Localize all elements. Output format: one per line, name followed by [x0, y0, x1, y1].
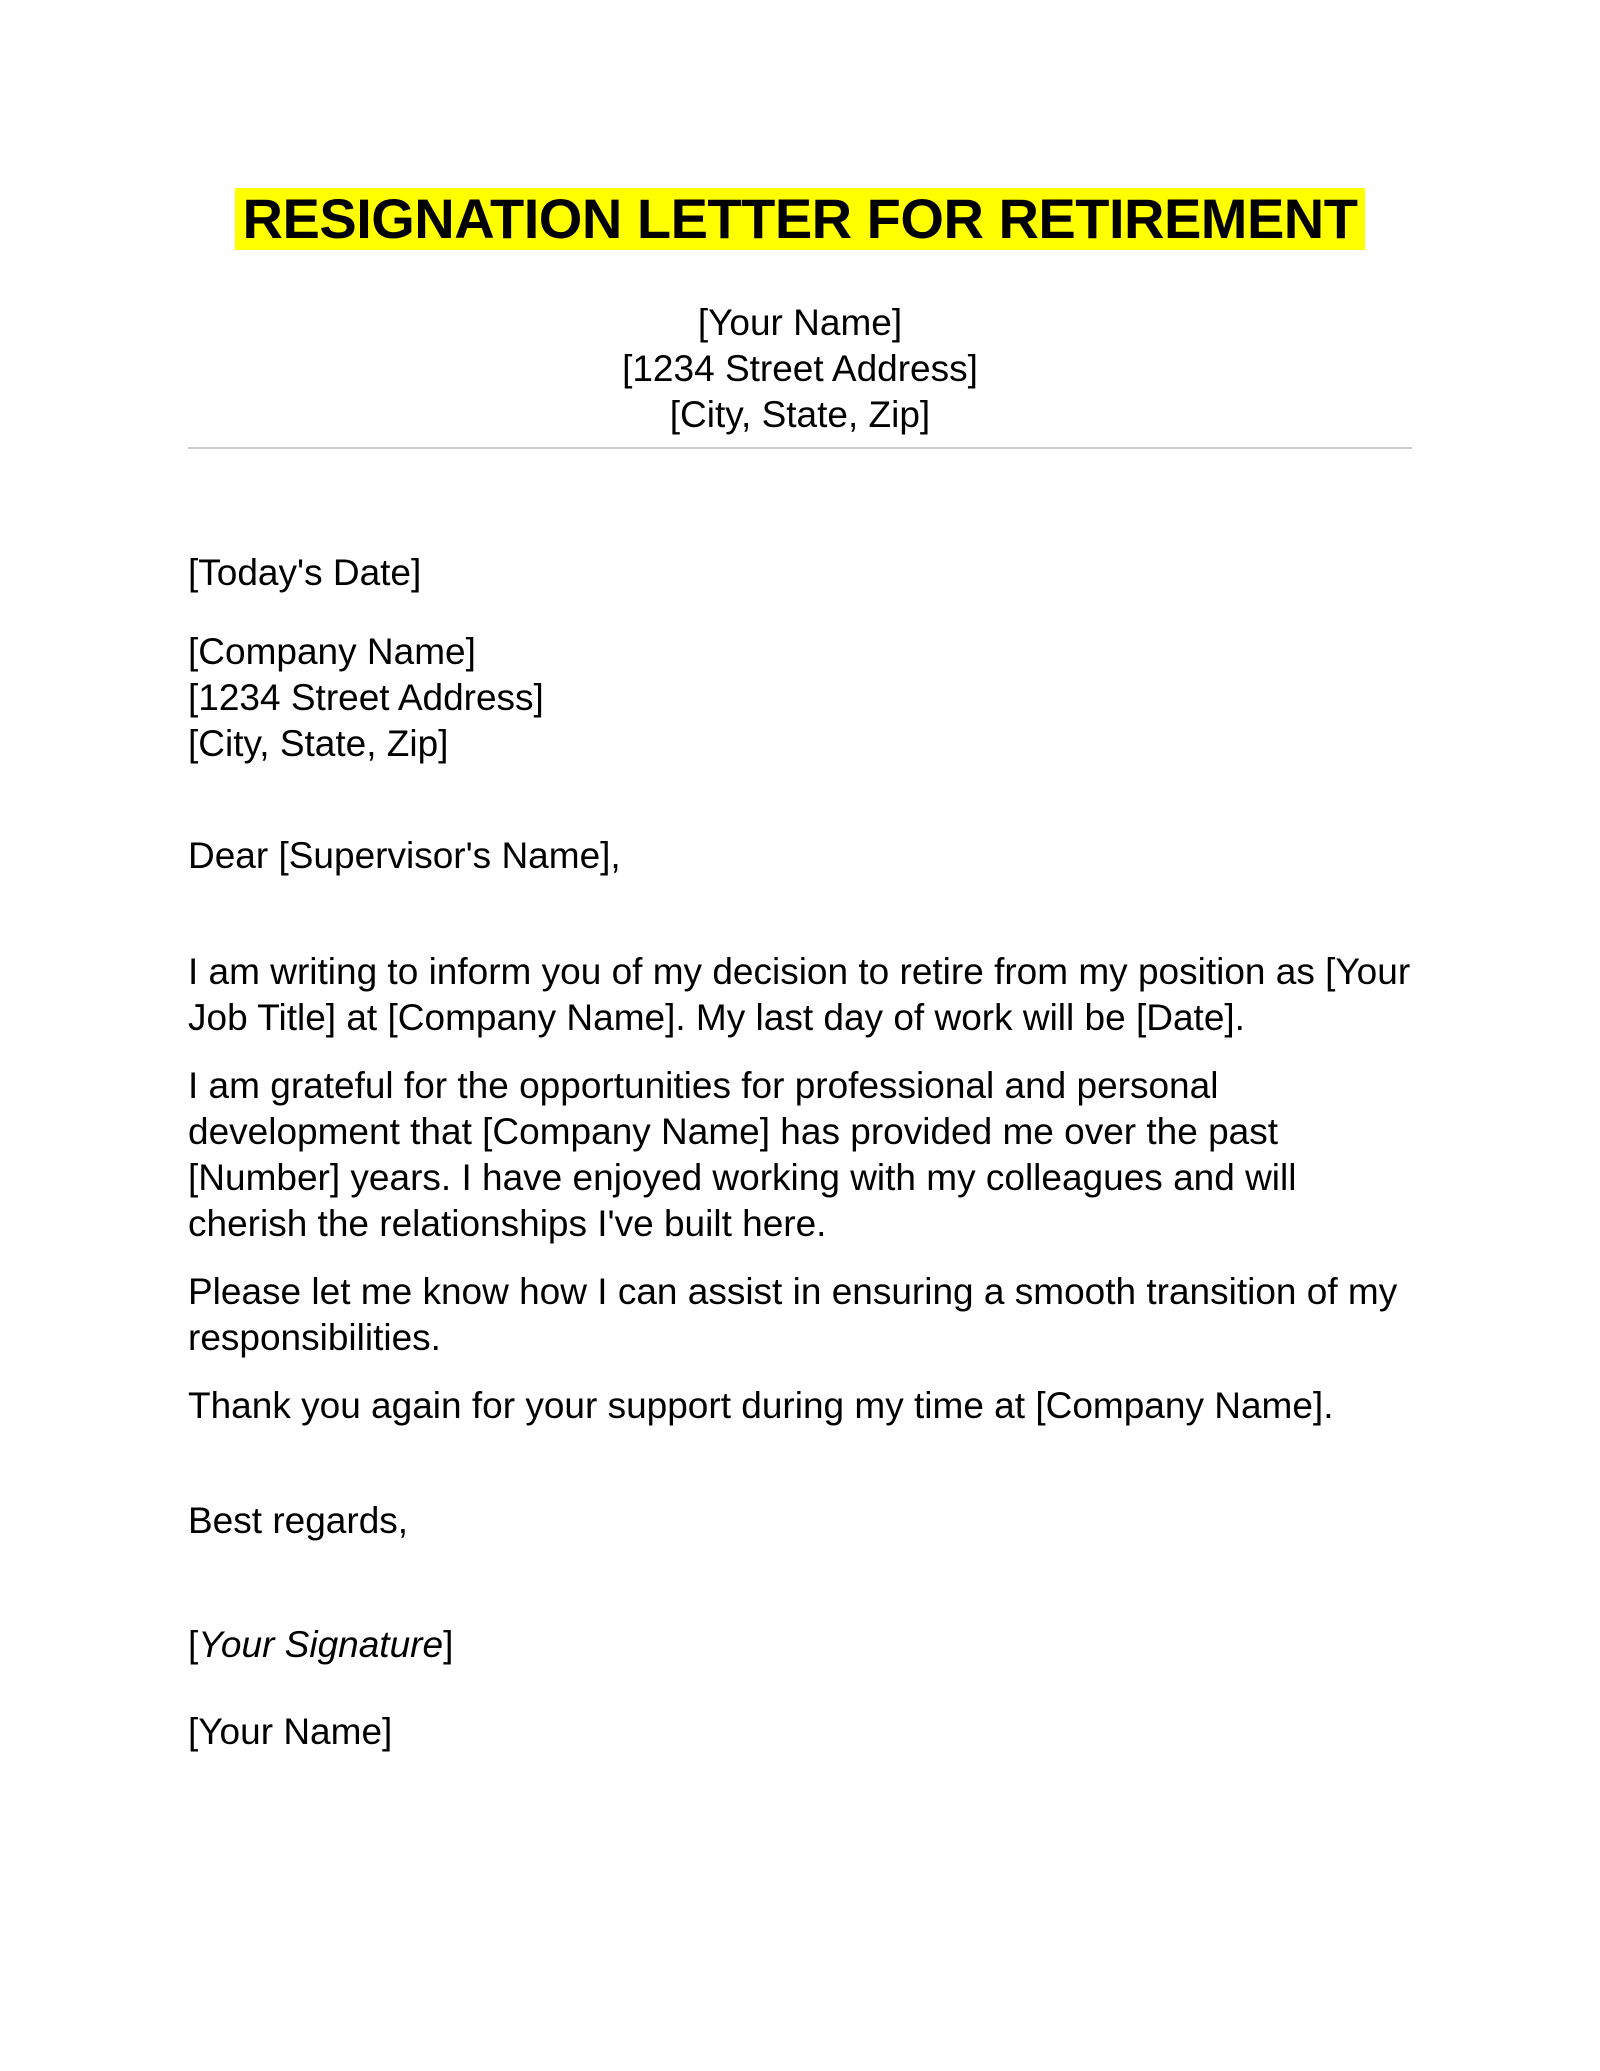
divider-line	[188, 447, 1412, 449]
salutation-line: Dear [Supervisor's Name],	[188, 835, 621, 876]
recipient-company-line: [Company Name]	[188, 631, 476, 672]
signature-open-bracket: [	[188, 1624, 199, 1665]
signature-placeholder-line	[188, 1622, 1412, 1668]
sender-name-line: [Your Name]	[697, 302, 903, 343]
sender-street-line: [1234 Street Address]	[622, 348, 978, 389]
valediction-line: Best regards,	[188, 1500, 409, 1541]
recipient-city-line: [City, State, Zip]	[188, 723, 449, 764]
signer-name-line: [Your Name]	[188, 1711, 393, 1752]
signature-italic-text: Your Signature	[198, 1624, 444, 1665]
date-line: [Today's Date]	[188, 552, 422, 593]
recipient-address-block	[188, 629, 1412, 767]
sender-address-block	[188, 300, 1412, 438]
title-row	[188, 188, 1412, 250]
body-paragraph-3: Please let me know how I can assist in ensuring a smooth transition of my responsibilities.	[188, 1271, 1398, 1358]
page-title: RESIGNATION LETTER FOR RETIREMENT	[235, 188, 1366, 250]
signature-close-bracket: ]	[443, 1624, 454, 1665]
sender-city-line: [City, State, Zip]	[669, 394, 931, 435]
recipient-street-line: [1234 Street Address]	[188, 677, 544, 718]
letter-body	[188, 550, 1412, 1755]
body-paragraph-4: Thank you again for your support during my time at [Company Name].	[188, 1385, 1334, 1426]
body-paragraph-2: I am grateful for the opportunities for professional and personal development that [Company Name] has provided me over the past [Number] years. I have enjoyed working with my colleagues and will cherish the relationships I've built here.	[188, 1065, 1297, 1244]
body-paragraph-1: I am writing to inform you of my decision to retire from my position as [Your Job Title] at [Company Name]. My last day of work will be [Date].	[188, 951, 1411, 1038]
